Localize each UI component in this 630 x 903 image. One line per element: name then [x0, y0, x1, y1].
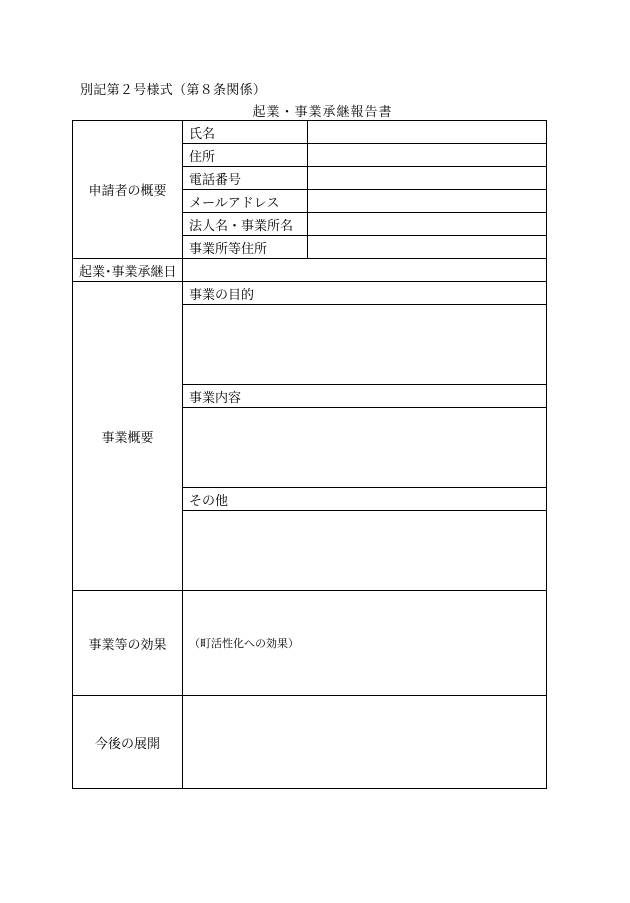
future-label: 今後の展開: [73, 696, 183, 789]
start-date-label: 起業･事業承継日: [73, 259, 183, 282]
start-date-row: [73, 259, 547, 282]
effect-note: （町活性化への効果）: [189, 637, 299, 650]
field-label-address: 住所: [183, 144, 308, 167]
form-reference: 別記第２号様式（第８条関係）: [80, 83, 267, 98]
field-value-office-address[interactable]: [308, 236, 547, 259]
content-label: 事業内容: [183, 385, 547, 408]
field-label-office-address: 事業所等住所: [183, 236, 308, 259]
future-value[interactable]: [183, 696, 547, 789]
effect-value-box[interactable]: [183, 591, 547, 696]
other-value[interactable]: [183, 511, 547, 591]
document-title: 起業・事業承継報告書: [252, 105, 393, 120]
field-value-phone[interactable]: [308, 167, 547, 190]
other-label: その他: [183, 488, 547, 511]
field-label-name: 氏名: [183, 121, 308, 144]
overview-purpose-header-row: [73, 282, 547, 305]
field-label-email: メールアドレス: [183, 190, 308, 213]
start-date-value[interactable]: [183, 259, 547, 282]
applicant-row-name: [73, 121, 547, 144]
field-value-email[interactable]: [308, 190, 547, 213]
effect-label: 事業等の効果: [73, 591, 183, 696]
report-form-table: [72, 120, 547, 789]
content-value[interactable]: [183, 408, 547, 488]
field-value-address[interactable]: [308, 144, 547, 167]
purpose-value[interactable]: [183, 305, 547, 385]
applicant-section-label: 申請者の概要: [73, 121, 183, 259]
overview-section-label: 事業概要: [73, 282, 183, 591]
field-value-company[interactable]: [308, 213, 547, 236]
future-row: [73, 696, 547, 789]
field-value-name[interactable]: [308, 121, 547, 144]
field-label-phone: 電話番号: [183, 167, 308, 190]
field-label-company: 法人名・事業所名: [183, 213, 308, 236]
purpose-label: 事業の目的: [183, 282, 547, 305]
effect-row: [73, 591, 547, 696]
